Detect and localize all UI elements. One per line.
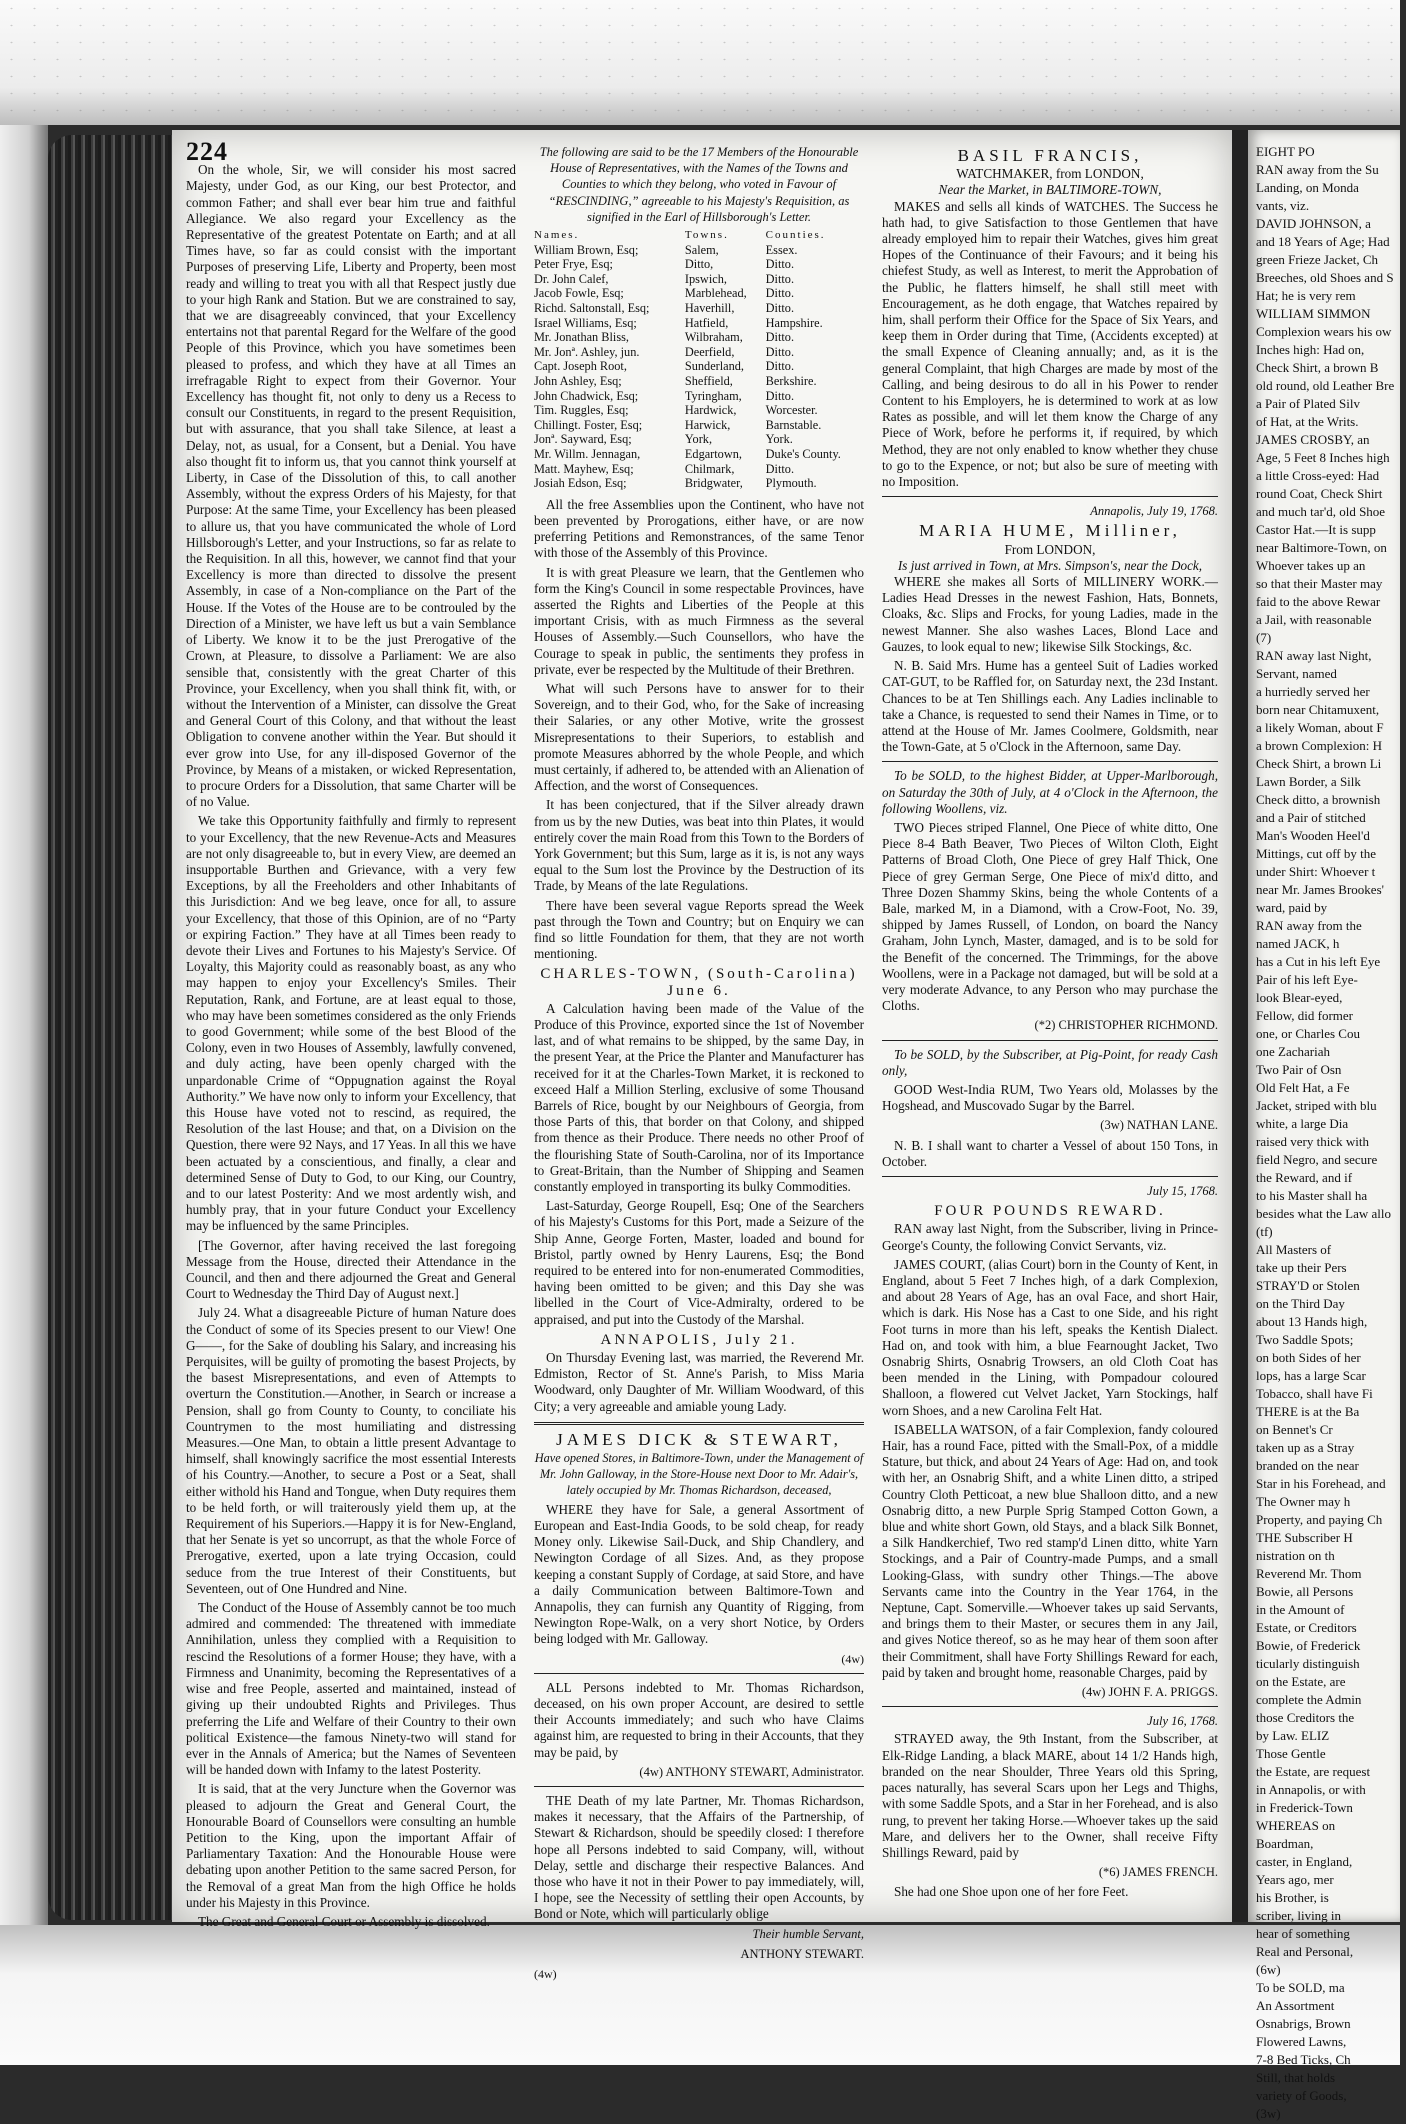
facing-page-line: has a Cut in his left Eye [1256,954,1381,969]
facing-page-line: Still, that holds [1256,2070,1336,2085]
table-cell: Hampshire. [765,315,823,330]
facing-page-line: scriber, living in [1256,1908,1342,1923]
table-cell: Mr. Willm. Jennagan, [534,446,641,461]
news-paragraph: It is with great Pleasure we learn, that the Gentlemen who form the King's Council in some respectable Provinces, have asserted the Rights and Liberties of the People at this important Crisis, with as much Firmness as the several Houses of Assembly.—Such Counsellors, who have the Courage to speak in public, the sentiments they profess in private, ever be respected by the Multitude of their Brethren. [534,564,864,677]
article-paragraph: [The Governor, after having received the last foregoing Message from the House, directed their Attendance in the Council, and then and there adjourned the Great and General Court to Wednesday the Third Day of August next.] [186,1237,516,1302]
table-row [534,374,864,389]
facing-page-line: ticularly distinguish [1256,1656,1360,1671]
table-cell: Sunderland, [684,359,744,374]
news-paragraph: There have been several vague Reports spread the Week past through the Town and Country; but on Enquiry we can find so little Foundation for them, that they are not worth mentioning. [534,897,864,962]
facing-page-line: green Frieze Jacket, Ch [1256,252,1379,267]
facing-page-line: Star in his Forehead, and [1256,1476,1386,1491]
table-cell: Marblehead, [684,286,747,301]
table-row [534,243,864,258]
woollens-sale-heading: To be SOLD, to the highest Bidder, at Upper-Marlborough, on Saturday the 30th of July, at 4 o'Clock in the Afternoon, the following Woollens, viz. [882,768,1218,816]
table-cell: Josiah Edson, Esq; [534,476,627,491]
facing-page-line: Old Felt Hat, a Fe [1256,1080,1350,1095]
table-cell: Capt. Joseph Root, [534,359,627,374]
facing-page-line: by Law. ELIZ [1256,1728,1330,1743]
table-cell: York, [684,432,713,447]
news-paragraph: It has been conjectured, that if the Silver already drawn from us by the new Duties, was beat into thin Plates, it would entirely cover the main Road from this Town to the Borders of York Government; but this Sum, large as it is, is not any ways equal to the Sum lost the Province by the Destruction of its Trade, by Means of the late Regulations. [534,797,864,894]
francis-ad: MAKES and sells all kinds of WATCHES. The Success he hath had, to give Satisfaction to those Gentlemen that have already employed him to repair their Watches, gives him great Hopes of the Continuance of their Favours; and it being his chiefest Study, as well as Interest, to merit the Approbation of the Public, he flatters himself, he shall still meet with Encouragement, as he doth engage, that Watches repaired by him, shall perform their Office for the Space of Six Years, and keep them in Order during that Time, (Accidents excepted) at the small Expence of Cleaning annually; and, as it is the general Complaint, that high Charges are made by most of the Calling, and being desirous to do all in his Power to render Content to his Employers, he is determined to work at as low Rates as possible, and will let them know the Charge of any Piece of Work, before he performs it, if required, by which Method, they are not only enabled to know whether they chuse to go to the Expence, or not; but also be sure of meeting with no Imposition. [882,198,1218,490]
facing-page-line: To be SOLD, ma [1256,1980,1345,1995]
facing-page-line: a hurriedly served her [1256,684,1370,699]
facing-page-line: a Pair of Plated Silv [1256,396,1360,411]
dick-stewart-heading: JAMES DICK & STEWART, [556,1429,842,1449]
table-cell: Tim. Ruggles, Esq; [534,403,629,418]
table-row [534,345,864,360]
table-cell: Barnstable. [765,417,822,432]
book-spine [48,135,178,1920]
column-2-paragraphs [534,497,864,963]
facing-page-line: RAN away from the Su [1256,162,1379,177]
divider [534,1673,864,1674]
table-cell: Dr. John Calef, [534,271,609,286]
facing-page-line: Age, 5 Feet 8 Inches high [1256,450,1390,465]
table-cell: Mr. Jonathan Bliss, [534,330,629,345]
table-row [534,447,864,462]
facing-page-line: taken up as a Stray [1256,1440,1355,1455]
facing-page-line: round Coat, Check Shirt [1256,486,1383,501]
facing-page-line: so that their Master may [1256,576,1383,591]
facing-page-line: Those Gentle [1256,1746,1326,1761]
reward-heading: FOUR POUNDS REWARD. [934,1203,1166,1220]
stray-mare-ad: STRAYED away, the 9th Instant, from the Subscriber, at Elk-Ridge Landing, a black MARE, about 14 1/2 Hands high, branded on the near Shoulder, Three Years old this Spring, paces naturally, has several Scars upon her Legs and Thighs, with some Saddle Spots, and a Star in her Forehead, and is also rung, to prevent her taking Horse.—Whoever takes up the said Mare, and delivers her to the Owner, shall receive Fifty Shillings Reward, paid by [882,1731,1218,1860]
priggs-signature: (4w) JOHN F. A. PRIGGS. [1081,1685,1218,1700]
facing-page-line: besides what the Law allo [1256,1206,1392,1221]
facing-page-line: Servant, named [1256,666,1337,681]
facing-page-line: one Zachariah [1256,1044,1330,1059]
table-cell: Ditto. [765,271,795,286]
facing-page-line: of Hat, at the Writs. [1256,414,1359,429]
rum-nota-bene: N. B. I shall want to charter a Vessel of about 150 Tons, in October. [882,1137,1218,1169]
table-row [534,432,864,447]
article-paragraph: On the whole, Sir, we will consider his most sacred Majesty, under God, as our King, our best Protector, and common Father; and shall ever bear him true and faithful Allegiance. We also regard your Excellency as the Representative of the greatest Potentate on Earth; and at all Times have, so far as could consist with the important Purposes of preserving Life, Liberty and Property, been most ready and willing to treat you with all that Respect justly due to your high Rank and Station. But we are constrained to say, that we are disagreeably convinced, that your Excellency entertains not that parental Regard for the Welfare of the good People of this Province, which you have sometimes been pleased to profess, and which they have at all Times an irrefragable Right to expect from their Governor. Your Excellency has thought fit, not only to deny us a Recess to consult our Constituents, in regard to the present Requisition, but with assurance, that you shall take Silence, at least a Delay, not, as usual, for a Consent, but a Denial. You have also thought fit to inform us, that you cannot think yourself at Liberty, in Case of the Dissolution of this, to call another Assembly, without the express Orders of his Majesty, for that Purpose: At the same Time, your Excellency has been pleased to allure us, that you have communicated the whole of Lord Hillsborough's Letter, and your Instructions, so far as relate to the Requisition. In all this, however, we cannot find that your Excellency is more than directed to dissolve the present Assembly, in case of a Non-compliance on the Part of the House. If the Votes of the House are to be controuled by the Direction of a Minister, we have left us but a vain Semblance of Liberty. We know it to be the just Prerogative of the Crown, at Pleasure, to dissolve a Parliament: We are also sensible that, consistently with the great Charter of this Province, your Excellency, when you shall think fit, with, or without the Intervention of a Minister, can dissolve the Great and General Court of this Colony, and that without the least Obligation to convene another within the Year. But should it ever grow into Use, for any ill-disposed Governor of the Province, by Means of a mistaken, or wicked Representation, to procure Orders for a Dissolution, that same Charter will be of no Value. [186,162,516,810]
facing-page-line: All Masters of [1256,1242,1332,1257]
facing-page-line: raised very thick with [1256,1134,1369,1149]
table-cell: Wilbraham, [684,330,743,345]
article-paragraph: It is said, that at the very Juncture when the Governor was pleased to adjourn the Great and General Court, the Honourable Board of Counsellors were consulting an humble Petition to the King, upon the important Affair of Parliamentary Taxation: And the Honourable House were debating upon another Petition to the same sacred Person, for the Removal of a great Man from the high Office he holds under his Majesty in this Province. [186,1781,516,1910]
table-cell: Ipswich, [684,271,727,286]
francis-heading: BASIL FRANCIS, [957,146,1143,165]
table-row [534,316,864,331]
facing-page-line: Bowie, all Persons [1256,1584,1354,1599]
rum-sale-heading: To be SOLD, by the Subscriber, at Pig-Point, for ready Cash only, [882,1046,1218,1078]
administrator-signature: (4w) ANTHONY STEWART, Administrator. [639,1764,864,1779]
table-row [534,403,864,418]
facing-page-line: born near Chitamuxent, [1256,702,1380,717]
hume-nota-bene: N. B. Said Mrs. Hume has a genteel Suit of Ladies worked CAT-GUT, to be Raffled for, on Saturday next, the 23d Instant. Chances to be at Ten Shillings each. Any Ladies inclinable to take a Chance, is requested to send their Names in Time, or to attend at the House of Mr. James Coolmere, Goldsmith, near the Town-Gate, at 5 o'Clock in the Afternoon, same Day. [882,658,1218,755]
facing-page-line: Property, and paying Ch [1256,1512,1383,1527]
facing-page-line: Tobacco, shall have Fi [1256,1386,1373,1401]
charleston-dateline: CHARLES-TOWN, (South-Carolina) June 6. [540,966,858,999]
annapolis-news: On Thursday Evening last, was married, the Reverend Mr. Edmiston, Rector of St. Anne's Parish, to Miss Maria Woodward, only Daughter of Mr. William Woodward, of this City; a very agreeable and amiable young Lady. [534,1350,864,1414]
facing-page-line: in the Amount of [1256,1602,1345,1617]
column-2 [534,144,864,1981]
table-row [534,462,864,477]
runaway-notice: RAN away last Night, from the Subscriber, living in Prince-George's County, the following Convict Servants, viz. [882,1221,1218,1253]
facing-page-line: complete the Admin [1256,1692,1362,1707]
table-cell: Chillingt. Foster, Esq; [534,417,643,432]
table-cell: Jacob Fowle, Esq; [534,286,624,301]
facing-page-line: look Blear-eyed, [1256,990,1343,1005]
facing-page-text [1256,144,1406,2124]
facing-page-line: THE Subscriber H [1256,1530,1353,1545]
table-cell: Haverhill, [684,300,735,315]
facing-page-line: the Estate, are request [1256,1764,1371,1779]
facing-page-line: Reverend Mr. Thom [1256,1566,1362,1581]
table-header: Counties. [765,229,826,242]
facing-page-line: under Shirt: Whoever t [1256,864,1376,879]
facing-page-line: his Brother, is [1256,1890,1329,1905]
james-court-description: JAMES COURT, (alias Court) born in the County of Kent, in England, about 5 Feet 7 Inches high, of a dark Complexion, and about 28 Years of Age, has an oval Face, and short Hair, which is dark. His Nose has a Cast to one Side, and his right Foot turns in more than his left, speaks the Kentish Dialect. Had on, and took with him, a blue Fearnought Jacket, Two Osnabrig Shirts, Osnabrig Trowsers, an old Cloth Coat has been mended in the Lining, with Pompadour coloured Shalloon, a flowered cut Velvet Jacket, Yarn Stockings, half worn Shoes, and a new Carolina Felt Hat. [882,1256,1218,1418]
facing-page-line: Castor Hat.—It is supp [1256,522,1376,537]
facing-page-line: Two Saddle Spots; [1256,1332,1354,1347]
facing-page-line: branded on the near [1256,1458,1359,1473]
facing-page-line: Flowered Lawns, [1256,2034,1347,2049]
facing-page-line: Years ago, mer [1256,1872,1334,1887]
annapolis-dateline: Annapolis, July 19, 1768. [1090,504,1218,519]
ad-insertion-mark: (4w) [841,1651,864,1666]
article-paragraph: The Conduct of the House of Assembly cannot be too much admired and commended: The threatened with immediate Annihilation, unless they complied with a Requisition to rescind the Resolutions of a former House; they have, with a Firmness and Unanimity, becoming the Representatives of a wise and free People, asserted and maintained, instead of giving up their undoubted Rights and Privileges. Thus preferring the Life and Welfare of their Country to their own political Existence—the famous Ninety-two will stand for ever in the Annals of America; but the Names of Seventeen will be handed down with Infamy to the latest Posterity. [186,1600,516,1778]
table-cell: York. [765,432,793,447]
facing-page-line: and a Pair of stitched [1256,810,1366,825]
facing-page-line: Complexion wears his ow [1256,324,1392,339]
table-cell: Ditto. [765,461,795,476]
table-row [534,359,864,374]
facing-page-line: (3w) [1256,2106,1281,2121]
charleston-news [534,1001,864,1328]
divider [534,1786,864,1787]
facing-page-line: THERE is at the Ba [1256,1404,1360,1419]
facing-page-line: take up their Pers [1256,1260,1347,1275]
mare-nota-bene: She had one Shoe upon one of her fore Feet. [894,1884,1129,1900]
facing-page-line: WHEREAS on [1256,1818,1336,1833]
divider [882,1706,1218,1707]
article-paragraph: We take this Opportunity faithfully and firmly to represent to your Excellency, that the new Revenue-Acts and Measures are not only disagreeable to, but in every View, are deemed an insupportable Burthen and Grievance, with a very few Exceptions, by all the Freeholders and other Inhabitants of this Jurisdiction: And we beg leave, once for all, to assure your Excellency, that those of this Opinion, are of no “Party or expiring Faction.” They have at all Times been ready to devote their Lives and Fortunes to his Majesty's Service. Of Loyalty, this Majority could as reasonably boast, as any who may happen to enjoy your Excellency's Smiles. Their Reputation, Rank, and Fortune, are at least equal to those, who may have been sometimes considered as the only Friends to good Government; while some of the best Blood of the Colony, even in two Houses of Assembly, lawfully convened, and duly acting, have been openly charged with the unpardonable Crime of “Oppugnation against the Royal Authority.” We have now only to inform your Excellency, that this House have voted not to rescind, as required, the Resolution of the last House; and that, on a Division on the Question, there were 92 Nays, and 17 Yeas. In all this we have been actuated by a conscientious, and finally, a clear and determined Sense of Duty to God, to our King, our Country, and to our latest Posterity: And we most ardently wish, and humbly pray, that in your future Conduct your Excellency may be influenced by the same Principles. [186,813,516,1234]
table-cell: Mr. Jonª. Ashley, jun. [534,344,640,359]
table-cell: Ditto, [684,257,714,272]
facing-page-line: lops, has a large Scar [1256,1368,1366,1383]
facing-page-line: a brown Complexion: H [1256,738,1383,753]
facing-page-line: nistration on th [1256,1548,1335,1563]
facing-page-line: DAVID JOHNSON, a [1256,216,1371,231]
facing-page-line: Osnabrigs, Brown [1256,2016,1351,2031]
table-cell: Sheffield, [684,373,733,388]
column-3 [882,144,1218,1914]
charleston-paragraph: A Calculation having been made of the Value of the Produce of this Province, exported since the 1st of November last, and of what remains to be shipped, by the same Day, in the present Year, at the Price the Planter and Manufacturer has received for it at the Charles-Town Market, it is reckoned to exceed Half a Million Sterling, exclusive of some Thousand Barrels of Rice, bought by our Neighbours of Georgia, from those Parts of this, that border on that Colony, and shipped from thence as their Produce. There needs no other Proof of the flourishing State of South-Carolina, nor of its Importance to Great-Britain, than the Number of Shipping and Seamen constantly employed in transporting its bulky Commodities. [534,1000,864,1195]
table-header: Names. [534,229,580,242]
rescinders-intro: The following are said to be the 17 Members of the Honourable House of Representatives, with the Names of the Towns and Counties to which they belong, who voted in Favour of “RESCINDING,” agreeable to his Majesty's Requisition, as signified in the Earl of Hillsborough's Letter. [539,145,859,224]
facing-page-edge [1248,130,1400,2121]
facing-page-line: Check Shirt, a brown B [1256,360,1379,375]
hume-ad: WHERE she makes all Sorts of MILLINERY WORK.—Ladies Head Dresses in the newest Fashion, Hats, Bonnets, Cloaks, &c. Slips and Frocks, for young Ladies, made in the newest Manner. She also washes Laces, Blond Lace and Gauzes, to look equal to new; likewise Silk Stockings, &c. [882,574,1218,654]
isabella-watson-description: ISABELLA WATSON, of a fair Complexion, fandy coloured Hair, has a round Face, pitted with the Small-Pox, of a middle Stature, but thick, and about 24 Years of Age: Had on, and took with her, an Osnabrig Shift, and a white Linen ditto, a striped Country Cloth Petticoat, a new blue Shalloon ditto, and a new Osnabrig ditto, a new Purple Sprig Stamped Cotton Gown, a blue and white short Gown, old Stays, and a black Silk Bonnet, a Silk Handkerchief, Two red stamp'd Linen ditto, white Yarn Stockings, and a Pair of Country-made Pumps, and a small Looking-Glass, with sundry other Things.—The above Servants came into the Country in the Year 1764, in the Neptune, Capt. Somerville.—Whoever takes up said Servants, and brings them to their Master, or secures them in any Jail, and gives Notice thereof, so as he may hear of them soon after their Commitment, shall have Forty Shillings Reward for each, paid by taken and brought home, reasonable Charges, paid by [882,1421,1218,1680]
mare-dateline: July 16, 1768. [1147,1714,1218,1729]
facing-page-line: a Jail, with reasonable [1256,612,1372,627]
facing-page-line: Inches high: Had on, [1256,342,1365,357]
facing-page-line: on the Estate, are [1256,1674,1346,1689]
article-paragraph: July 24. What a disagreeable Picture of human Nature does the Conduct of some of its Species present to our View! One G——, for the Sake of doubling his Salary, and increasing his Perquisites, will be guilty of promoting the basest Projects, by the basest Misrepresentations, and even of Attempts to overturn the Constitution.—Another, in Search or increase a Pension, shall go from County to County, to conciliate his Countrymen to the most humiliating and distressing Measures.—One Man, to obtain a little present Advantage to himself, shall knowingly sacrifice the most essential Interests of his Country.—Another, to secure a Post or a Seat, shall either withold his Hand and Tongue, when Duty requires them to be held forth, or will traiterously yield them up, at the Requirement of his Superiors.—Happy it is for New-England, that her Senate is yet so uncorrupt, as that the whole Force of Prerogative, exerted, upon a late trying Occasion, could seduce from the true Interest of their Constituents, but Seventeen, out of One Hundred and Nine. [186,1305,516,1596]
column-1 [186,137,516,1929]
table-row [534,272,864,287]
table-row [534,257,864,272]
table-cell: Ditto. [765,286,795,301]
facing-page-line: Landing, on Monda [1256,180,1359,195]
facing-page-line: on both Sides of her [1256,1350,1361,1365]
facing-page-line: a likely Woman, about F [1256,720,1384,735]
table-header: Towns. [684,229,729,242]
page-gutter [1232,130,1248,1922]
table-cell: Worcester. [765,403,818,418]
facing-page-line: Fellow, did former [1256,1008,1353,1023]
facing-page-line: EIGHT PO [1256,144,1315,159]
table-cell: Ditto. [765,300,795,315]
hume-subhead: From LONDON, [1004,541,1096,557]
table-cell: Ditto. [765,359,795,374]
table-cell: Ditto. [765,344,795,359]
facing-page-line: named JACK, h [1256,936,1340,951]
facing-page-line: 7-8 Bed Ticks, Ch [1256,2052,1351,2067]
table-cell: Ditto. [765,257,795,272]
table-cell: Plymouth. [765,476,817,491]
facing-page-line: Lawn Border, a Silk [1256,774,1361,789]
table-cell: Ditto. [765,388,795,403]
facing-page-line: on Bennet's Cr [1256,1422,1333,1437]
facing-page-line: near Mr. James Brookes' [1256,882,1384,897]
table-row [534,301,864,316]
facing-page-line: in Frederick-Town [1256,1800,1353,1815]
stewart-signature: ANTHONY STEWART. [740,1946,864,1961]
facing-page-line: Hat; he is very rem [1256,288,1356,303]
facing-page-line: Boardman, [1256,1836,1314,1851]
lane-signature: (3w) NATHAN LANE. [1100,1118,1218,1133]
newspaper-page [172,130,1232,1981]
facing-page-line: (7) [1256,630,1272,645]
facing-page-line: hear of something [1256,1926,1350,1941]
ad-insertion-mark: (4w) [534,1966,557,1981]
facing-page-line: The Owner may h [1256,1494,1351,1509]
facing-page-line: one, or Charles Cou [1256,1026,1360,1041]
facing-page-line: variety of Goods, [1256,2088,1347,2103]
facing-page-line: Man's Wooden Heel'd [1256,828,1370,843]
facing-page-line: WILLIAM SIMMON [1256,306,1371,321]
woollens-sale-ad: TWO Pieces striped Flannel, One Piece of white ditto, One Piece 8-4 Bath Beaver, Two Pieces of Wilton Cloth, Eight Patterns of Broad Cloth, One Piece of grey Half Thick, One Piece of grey German Serge, One Piece of mix'd ditto, and Three Dozen Shammy Skins, being the whole Contents of a Bale, marked M, in a Diamond, with a Crow-Foot, No. 39, shipped by James Russell, of London, on board the Nancy Graham, John Lynch, Master, damaged, and is to be sold for the Benefit of the concerned. The Trimmings, for the above Woollens, were in a Package not damaged, but will be sold at a very moderate Advance, to any Person who may purchase the Cloths. [882,819,1218,1014]
closing-line: Their humble Servant, [752,1926,864,1941]
table-row [534,418,864,433]
column-1-paragraphs [186,162,516,1930]
table-cell: Salem, [684,242,719,257]
table-cell: Berkshire. [765,373,817,388]
facing-page-line: (6w) [1256,1962,1281,1977]
facing-page-line: to his Master shall ha [1256,1188,1368,1203]
facing-page-line: Estate, or Creditors [1256,1620,1357,1635]
divider [882,1040,1218,1041]
charleston-paragraph: Last-Saturday, George Roupell, Esq; One of the Searchers of his Majesty's Customs for this Port, made a Seizure of the Ship Anne, George Forten, Master, loaded and bound for Bristol, partly owned by Henry Laurens, Esq; the Bond required to be entered into for non-enumerated Commodities, having been omitted to be given; and this Day she was libelled in the Court of Vice-Admiralty, ordered to be appraised, and put into the Custody of the Marshal. [534,1198,864,1327]
table-cell: John Chadwick, Esq; [534,388,639,403]
facing-page-line: about 13 Hands high, [1256,1314,1368,1329]
table-cell: Harwick, [684,417,731,432]
divider [534,1422,864,1425]
facing-page-line: JAMES CROSBY, an [1256,432,1370,447]
table-cell: Edgartown, [684,446,742,461]
scanner-top-margin [0,0,1400,125]
table-cell: Richd. Saltonstall, Esq; [534,300,650,315]
facing-page-line: Mittings, cut off by the [1256,846,1377,861]
table-cell: Chilmark, [684,461,735,476]
french-signature: (*6) JAMES FRENCH. [1098,1865,1218,1880]
facing-page-line: vants, viz. [1256,198,1310,213]
facing-page-line: white, a large Dia [1256,1116,1349,1131]
richmond-signature: (*2) CHRISTOPHER RICHMOND. [1034,1018,1218,1033]
table-cell: Jonª. Sayward, Esq; [534,432,632,447]
facing-page-line: An Assortment [1256,1998,1335,2013]
article-paragraph: The Great and General Court or Assembly is dissolved. [198,1913,490,1929]
facing-page-line: (tf) [1256,1224,1273,1239]
table-cell: Duke's County. [765,446,841,461]
reward-dateline: July 15, 1768. [1147,1183,1218,1198]
table-cell: William Brown, Esq; [534,242,639,257]
facing-page-line: and much tar'd, old Shoe [1256,504,1386,519]
table-cell: Essex. [765,242,798,257]
facing-page-line: RAN away from the [1256,918,1362,933]
facing-page-line: field Negro, and secure [1256,1152,1378,1167]
facing-page-line: Breeches, old Shoes and S [1256,270,1394,285]
facing-page-line: Two Pair of Osn [1256,1062,1342,1077]
table-row [534,330,864,345]
table-cell: Ditto. [765,330,795,345]
richardson-notice: ALL Persons indebted to Mr. Thomas Richardson, deceased, on his own proper Account, are desired to settle their Accounts immediately; and such who have Claims against him, are requested to bring in their Accounts, that they may be paid, by [534,1679,864,1760]
news-paragraph: What will such Persons have to answer for to their Sovereign, and to their God, who, for the Sake of increasing their Salaries, or any other Motive, write the grossest Misrepresentations to their Superiors, to establish and promote Measures abhorred by the whole People, and which must certainly, if adhered to, be attended with an Alienation of Affection, and the worst of Consequences. [534,680,864,794]
hume-location: Is just arrived in Town, at Mrs. Simpson's, near the Dock, [897,557,1203,573]
facing-page-line: faid to the above Rewar [1256,594,1381,609]
facing-page-line: ward, paid by [1256,900,1328,915]
facing-page-line: Pair of his left Eye- [1256,972,1358,987]
facing-page-line: Check ditto, a brownish [1256,792,1381,807]
francis-location: Near the Market, in BALTIMORE-TOWN, [938,182,1162,198]
facing-page-line: Real and Personal, [1256,1944,1354,1959]
table-cell: Matt. Mayhew, Esq; [534,461,634,476]
dick-stewart-subhead: Have opened Stores, in Baltimore-Town, under the Management of Mr. John Galloway, in the Store-House next Door to Mr. Adair's, lately occupied by Mr. Thomas Richardson, deceased, [534,1451,864,1498]
facing-page-line: old round, old Leather Bre [1256,378,1395,393]
annapolis-dateline: ANNAPOLIS, July 21. [600,1331,798,1348]
dick-stewart-ad: WHERE they have for Sale, a general Assortment of European and East-India Goods, to be sold cheap, for ready Money only. Likewise Sail-Duck, and Ship Chandlery, and Newington Cordage of all Sizes. And, as they propose keeping a constant Supply of Cordage, at said Store, and have a daily Communication between Baltimore-Town and Annapolis, they can furnish any Quantity of Rigging, from Newington Rope-Walk, on a very short Notice, by Orders being lodged with Mr. Galloway. [534,1501,864,1647]
partnership-notice: THE Death of my late Partner, Mr. Thomas Richardson, makes it necessary, that the Affairs of the Partnership, of Stewart & Richardson, should be speedily closed: I therefore hope all Persons indebted to said Company, will, without Delay, settle and discharge their respective Balances. And those who have it not in their Power to pay immediately, will, I hope, see the Necessity of settling their open Accounts, by Bond or Note, which will particularly oblige [534,1792,864,1922]
table-cell: Hatfield, [684,315,729,330]
facing-page-line: Check Shirt, a brown Li [1256,756,1382,771]
table-cell: Deerfield, [684,344,735,359]
table-row [534,286,864,301]
facing-page-line: in Annapolis, or with [1256,1782,1366,1797]
news-paragraph: All the free Assemblies upon the Continent, who have not been prevented by Prorogations, either have, or are now preferring Petitions and Remonstrances, of the same Tenor with those of the Assembly of this Province. [534,496,864,561]
facing-page-line: caster, in England, [1256,1854,1353,1869]
table-cell: Hardwick, [684,403,737,418]
facing-page-line: and 18 Years of Age; Had [1256,234,1390,249]
table-row [534,389,864,404]
table-row [534,476,864,491]
facing-page-line: the Reward, and if [1256,1170,1353,1185]
hume-heading: MARIA HUME, Milliner, [919,521,1181,541]
facing-page-line: Whoever takes up an [1256,558,1366,573]
francis-subhead: WATCHMAKER, from LONDON, [956,166,1144,182]
facing-page-line: Jacket, striped with blu [1256,1098,1377,1113]
table-cell: Israel Williams, Esq; [534,315,637,330]
facing-page-line: those Creditors the [1256,1710,1355,1725]
rum-sale-ad: GOOD West-India RUM, Two Years old, Molasses by the Hogshead, and Muscovado Sugar by the Barrel. [882,1081,1218,1114]
table-cell: Peter Frye, Esq; [534,257,613,272]
divider [882,496,1218,497]
divider [882,761,1218,762]
divider [882,1176,1218,1177]
table-cell: Bridgwater, [684,476,743,491]
table-cell: John Ashley, Esq; [534,373,622,388]
page-number: 224 [186,137,228,166]
facing-page-line: near Baltimore-Town, on [1256,540,1387,555]
facing-page-line: RAN away last Night, [1256,648,1372,663]
table-cell: Tyringham, [684,388,742,403]
facing-page-line: Bowie, of Frederick [1256,1638,1361,1653]
facing-page-line: a little Cross-eyed: Had [1256,468,1380,483]
scanner-left-margin [0,125,48,1925]
facing-page-line: on the Third Day [1256,1296,1345,1311]
facing-page-line: STRAY'D or Stolen [1256,1278,1360,1293]
rescinders-table [534,228,864,491]
